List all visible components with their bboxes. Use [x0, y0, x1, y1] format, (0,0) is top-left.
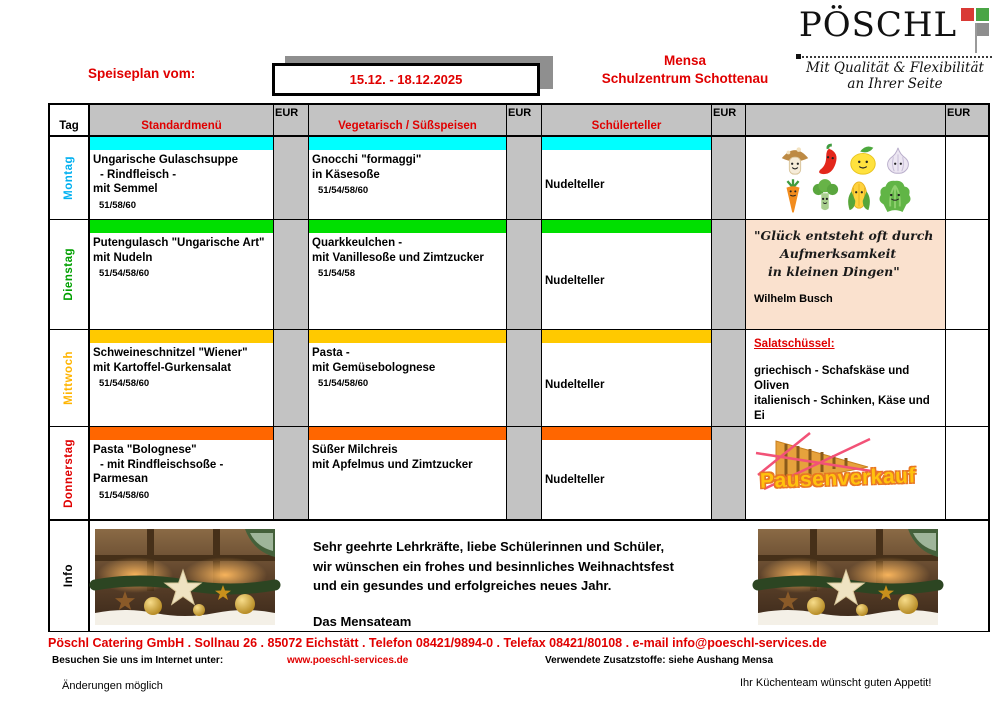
dish-line: mit Apfelmus und Zimtzucker	[312, 458, 473, 471]
dish-line: Schweineschnitzel "Wiener"	[93, 347, 248, 359]
additive-codes: 51/54/58	[318, 268, 355, 280]
dish-line: - mit Rindfleischsoße -	[100, 458, 224, 471]
venue-line1: Mensa	[663, 53, 707, 68]
dish-line: Ungarische Gulaschsuppe	[93, 154, 239, 166]
day-label-cell-montag	[50, 137, 90, 220]
additive-codes: 51/58/60	[99, 200, 136, 212]
date-range: 15.12. - 18.12.2025	[349, 72, 463, 87]
footer-additives-note: Verwendete Zusatzstoffe: siehe Aushang Mensa	[545, 655, 774, 666]
lettuce-icon	[878, 178, 912, 214]
header-vegetarian-cell	[309, 105, 507, 137]
montag-eur3-cell	[712, 137, 746, 220]
venue-title	[553, 52, 817, 87]
day-label-cell-donnerstag	[50, 427, 90, 521]
dienstag-student-cell	[542, 220, 712, 330]
header-extra-cell	[746, 105, 946, 137]
dienstag-color-bar	[309, 220, 506, 233]
donnerstag-eur1-cell	[274, 427, 309, 521]
header-standard-cell	[90, 105, 274, 137]
info-label-cell	[50, 521, 90, 631]
montag-student-cell	[542, 137, 712, 220]
carrot-icon	[780, 178, 806, 214]
dish-line: Gnocchi "formaggi"	[312, 154, 422, 166]
dienstag-eur4-cell	[946, 220, 988, 330]
mittwoch-color-bar	[90, 330, 273, 343]
montag-color-bar	[90, 137, 273, 150]
header-eur3-cell	[712, 105, 746, 137]
dish-line: Pasta "Bolognese"	[93, 444, 197, 456]
quote-author: Wilhelm Busch	[754, 293, 833, 306]
footer-appetit-note: Ihr Küchenteam wünscht guten Appetit!	[740, 677, 932, 689]
dish-line: Süßer Milchreis	[312, 444, 398, 456]
dienstag-color-bar	[542, 220, 711, 233]
day-label-cell-dienstag	[50, 220, 90, 330]
quote-line1: "Glück entsteht oft durch	[754, 228, 934, 243]
mittwoch-eur3-cell	[712, 330, 746, 427]
dish-line: Putengulasch "Ungarische Art"	[93, 237, 265, 249]
header-student-label: Schülerteller	[591, 120, 662, 132]
additive-codes: 51/54/58/60	[99, 490, 150, 502]
mittwoch-color-bar	[542, 330, 711, 343]
christmas-photo-right	[758, 529, 938, 625]
additive-codes: 51/54/58/60	[99, 378, 150, 390]
footer-company-line: Pöschl Catering GmbH . Sollnau 26 . 85072 Eichstätt . Telefon 08421/9894-0 . Telefax 08421/80108 . e-mail info@poeschl-services.de	[48, 636, 827, 650]
header-eur4-cell	[946, 105, 988, 137]
mushroom-icon	[779, 143, 811, 177]
info-message	[313, 529, 674, 631]
mittwoch-eur4-cell	[946, 330, 988, 427]
info-line3: und ein gesundes und erfolgreiches neues Jahr.	[313, 578, 612, 593]
day-label-mittwoch: Mittwoch	[63, 351, 75, 405]
mittwoch-color-bar	[309, 330, 506, 343]
day-label-cell-mittwoch	[50, 330, 90, 427]
logo-dotted-rule	[798, 56, 992, 58]
chili-icon	[815, 143, 843, 177]
donnerstag-color-bar	[90, 427, 273, 440]
montag-eur4-cell	[946, 137, 988, 220]
footer-website-link[interactable]: www.poeschl-services.de	[287, 655, 409, 666]
dish-line: mit Vanillesoße und Zimtzucker	[312, 251, 484, 264]
header-student-cell	[542, 105, 712, 137]
donnerstag-eur4-cell	[946, 427, 988, 521]
footer-changes-note: Änderungen möglich	[62, 680, 163, 692]
montag-color-bar	[309, 137, 506, 150]
garlic-icon	[883, 143, 913, 177]
additive-codes: 51/54/58/60	[318, 378, 369, 390]
mittwoch-standard-cell	[90, 330, 274, 427]
day-label-montag: Montag	[63, 156, 75, 200]
additive-codes: 51/54/58/60	[318, 185, 369, 197]
dish-line: mit Nudeln	[93, 251, 153, 264]
donnerstag-promo-cell	[746, 427, 946, 521]
donnerstag-eur3-cell	[712, 427, 746, 521]
day-label-donnerstag: Donnerstag	[63, 438, 75, 508]
salad-line1: griechisch - Schafskäse und Oliven	[754, 365, 910, 392]
montag-standard-cell	[90, 137, 274, 220]
pausenverkauf-label: Pausenverkauf	[759, 464, 917, 493]
vegetable-cartoon-group	[746, 137, 945, 219]
dish-line: mit Gemüsebolognese	[312, 361, 436, 374]
salad-title: Salatschüssel:	[754, 338, 835, 350]
date-range-box	[272, 63, 540, 96]
header-eur2-label: EUR	[508, 107, 532, 119]
dienstag-eur3-cell	[712, 220, 746, 330]
broccoli-icon	[810, 178, 840, 214]
student-dish: Nudelteller	[545, 178, 605, 191]
header-eur1-label: EUR	[275, 107, 299, 119]
info-label: Info	[63, 564, 75, 588]
student-dish: Nudelteller	[545, 275, 605, 287]
info-line2: wir wünschen ein frohes und besinnliches Weihnachtsfest	[313, 558, 674, 574]
logo-green-square	[976, 8, 989, 21]
logo-red-square	[961, 8, 974, 21]
donnerstag-color-bar	[309, 427, 506, 440]
donnerstag-standard-cell	[90, 427, 274, 521]
donnerstag-vegetarian-cell	[309, 427, 507, 521]
logo-tagline-line2: an Ihrer Seite	[847, 75, 943, 92]
poeschl-logo	[798, 6, 992, 92]
mittwoch-eur2-cell	[507, 330, 542, 427]
quote-line2: Aufmerksamkeit	[780, 246, 897, 262]
logo-squares-icon	[961, 8, 991, 54]
quote-line3: in kleinen Dingen"	[768, 264, 900, 280]
logo-tagline	[798, 61, 992, 92]
pausenverkauf-logo	[746, 427, 945, 519]
logo-tagline-line1: Mit Qualität & Flexibilität	[806, 60, 984, 76]
mittwoch-eur1-cell	[274, 330, 309, 427]
venue-line2: Schulzentrum Schottenau	[601, 70, 769, 86]
header-eur3-label: EUR	[713, 107, 737, 119]
day-label-dienstag: Dienstag	[63, 248, 75, 301]
info-line1: Sehr geehrte Lehrkräfte, liebe Schülerinnen und Schüler,	[313, 539, 665, 554]
menu-table	[48, 103, 990, 632]
info-signature: Das Mensateam	[313, 613, 412, 629]
info-row	[90, 521, 988, 631]
header-tag-label: Tag	[59, 120, 79, 132]
speiseplan-label: Speiseplan vom:	[88, 66, 196, 81]
header-eur1-cell	[274, 105, 309, 137]
dienstag-vegetarian-cell	[309, 220, 507, 330]
header-eur4-label: EUR	[947, 107, 971, 119]
logo-gray-square	[976, 23, 989, 36]
dish-line: Pasta -	[312, 347, 350, 359]
christmas-photo-left	[95, 529, 275, 625]
footer-internet-label: Besuchen Sie uns im Internet unter:	[52, 655, 224, 666]
montag-eur2-cell	[507, 137, 542, 220]
montag-vegetarian-cell	[309, 137, 507, 220]
student-dish: Nudelteller	[545, 378, 605, 391]
dish-line: mit Semmel	[93, 183, 158, 196]
corn-icon	[844, 178, 874, 214]
montag-extra-cell	[746, 137, 946, 220]
dish-line: in Käsesoße	[312, 168, 380, 181]
donnerstag-eur2-cell	[507, 427, 542, 521]
salad-line2: italienisch - Schinken, Käse und Ei	[754, 394, 930, 422]
dienstag-eur2-cell	[507, 220, 542, 330]
mittwoch-salad-cell	[746, 330, 946, 427]
montag-eur1-cell	[274, 137, 309, 220]
lemon-icon	[847, 143, 879, 177]
dienstag-color-bar	[90, 220, 273, 233]
dish-line: mit Kartoffel-Gurkensalat	[93, 361, 232, 374]
donnerstag-color-bar	[542, 427, 711, 440]
montag-color-bar	[542, 137, 711, 150]
additive-codes: 51/54/58/60	[99, 268, 150, 280]
dish-line: Quarkkeulchen -	[312, 237, 403, 249]
dish-line: - Rindfleisch -	[100, 168, 177, 181]
dienstag-standard-cell	[90, 220, 274, 330]
header-vegetarian-label: Vegetarisch / Süßspeisen	[338, 120, 477, 132]
student-dish: Nudelteller	[545, 473, 605, 486]
dienstag-quote-cell	[746, 220, 946, 330]
logo-wordmark: PÖSCHL	[798, 5, 958, 45]
dish-line: Parmesan	[93, 473, 148, 486]
header-standard-label: Standardmenü	[141, 120, 222, 132]
dienstag-eur1-cell	[274, 220, 309, 330]
logo-stem-line	[975, 23, 977, 53]
mittwoch-student-cell	[542, 330, 712, 427]
header-eur2-cell	[507, 105, 542, 137]
donnerstag-student-cell	[542, 427, 712, 521]
mittwoch-vegetarian-cell	[309, 330, 507, 427]
header-tag-cell	[50, 105, 90, 137]
